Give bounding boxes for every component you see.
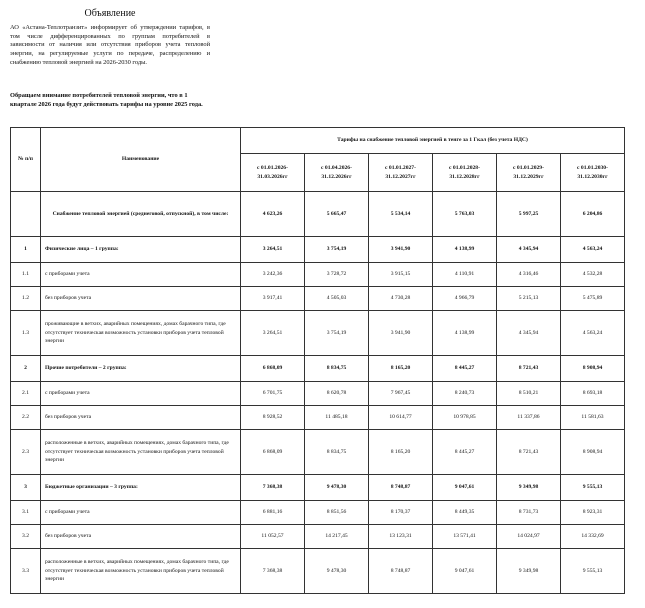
header-name: Наименование [41, 128, 241, 192]
row-value: 6 881,16 [241, 501, 305, 525]
row-name: Прочие потребители – 2 группа: [41, 356, 241, 382]
row-value: 3 264,51 [241, 311, 305, 356]
row-value: 8 165,20 [369, 356, 433, 382]
table-row [11, 525, 625, 549]
row-value: 4 316,46 [497, 263, 561, 287]
row-number: 3.2 [11, 525, 41, 549]
row-value: 4 505,03 [305, 287, 369, 311]
row-number: 1.1 [11, 263, 41, 287]
row-name: с приборами учета [41, 263, 241, 287]
row-value: 8 240,73 [433, 382, 497, 406]
table-row [11, 406, 625, 430]
row-value: 8 748,87 [369, 475, 433, 501]
row-value: 9 349,98 [497, 549, 561, 594]
table-row [11, 287, 625, 311]
row-value: 6 204,86 [561, 192, 625, 237]
row-number: 1.2 [11, 287, 41, 311]
row-value: 9 478,30 [305, 549, 369, 594]
row-value: 3 917,41 [241, 287, 305, 311]
row-name: Бюджетные организации – 3 группа: [41, 475, 241, 501]
row-name: без приборов учета [41, 287, 241, 311]
table-row [11, 430, 625, 475]
row-value: 3 264,51 [241, 237, 305, 263]
row-value: 8 721,43 [497, 430, 561, 475]
row-value: 7 967,45 [369, 382, 433, 406]
row-number: 2 [11, 356, 41, 382]
row-name: расположенные в ветхих, аварийных помещениях, домах барачного типа, где отсутствует техническая возможность установки приборов учета тепловой энергии [41, 430, 241, 475]
row-value: 14 332,69 [561, 525, 625, 549]
row-value: 9 555,13 [561, 475, 625, 501]
row-value: 8 165,20 [369, 430, 433, 475]
row-name: с приборами учета [41, 382, 241, 406]
row-value: 4 623,26 [241, 192, 305, 237]
row-value: 8 445,27 [433, 430, 497, 475]
header-period: с 01.01.2026-31.03.2026гг [241, 154, 305, 192]
row-value: 4 966,79 [433, 287, 497, 311]
row-value: 8 834,75 [305, 356, 369, 382]
table-row [11, 501, 625, 525]
row-value: 13 571,41 [433, 525, 497, 549]
table-row [11, 549, 625, 594]
row-name: расположенные в ветхих, аварийных помещениях, домах барачного типа, где отсутствует техническая возможность установки приборов учета тепловой энергии [41, 549, 241, 594]
row-value: 9 555,13 [561, 549, 625, 594]
row-value: 5 665,47 [305, 192, 369, 237]
row-value: 5 475,89 [561, 287, 625, 311]
row-name: с приборами учета [41, 501, 241, 525]
row-value: 6 868,09 [241, 430, 305, 475]
announcement-intro: АО «Астана-Теплотранзит» информирует об утверждении тарифов, в том числе дифференцированных по группам потребителей в зависимости от наличия или отсутствия приборов учета тепловой энергии, на регулируемые услуги по передаче, распределению и снабжению тепловой энергией на 2026-2030 годы. [10, 24, 210, 66]
row-value: 4 563,24 [561, 311, 625, 356]
row-value: 8 908,94 [561, 356, 625, 382]
header-tariffs: Тарифы на снабжение тепловой энергией в тенге за 1 Гкал (без учета НДС) [241, 128, 625, 154]
row-value: 13 123,31 [369, 525, 433, 549]
row-name: без приборов учета [41, 525, 241, 549]
table-row [11, 356, 625, 382]
row-value: 3 915,15 [369, 263, 433, 287]
row-value: 4 345,94 [497, 237, 561, 263]
header-period: с 01.01.2029-31.12.2029гг [497, 154, 561, 192]
header-number: № п/п [11, 128, 41, 192]
row-value: 8 748,87 [369, 549, 433, 594]
row-value: 8 620,78 [305, 382, 369, 406]
table-row [11, 263, 625, 287]
announcement-title: Объявление [84, 8, 136, 19]
row-value: 4 730,28 [369, 287, 433, 311]
row-value: 8 928,52 [241, 406, 305, 430]
row-value: 11 052,57 [241, 525, 305, 549]
row-value: 8 908,94 [561, 430, 625, 475]
row-value: 3 754,19 [305, 311, 369, 356]
row-value: 11 485,18 [305, 406, 369, 430]
row-number: 2.1 [11, 382, 41, 406]
row-name: без приборов учета [41, 406, 241, 430]
tariff-table [10, 127, 625, 594]
row-value: 7 368,38 [241, 475, 305, 501]
announcement-note: Обращаем внимание потребителей тепловой энергии, что в 1 квартале 2026 года будут действовать тарифы на уровне 2025 года. [10, 92, 203, 108]
row-value: 14 217,45 [305, 525, 369, 549]
row-value: 9 047,61 [433, 549, 497, 594]
row-value: 8 851,56 [305, 501, 369, 525]
row-value: 8 923,31 [561, 501, 625, 525]
row-value: 3 941,90 [369, 237, 433, 263]
row-value: 6 868,09 [241, 356, 305, 382]
table-row [11, 382, 625, 406]
row-value: 10 978,85 [433, 406, 497, 430]
row-number: 3.3 [11, 549, 41, 594]
row-value: 8 721,43 [497, 356, 561, 382]
row-value: 3 754,19 [305, 237, 369, 263]
row-value: 8 510,21 [497, 382, 561, 406]
row-value: 8 449,35 [433, 501, 497, 525]
row-value: 8 731,73 [497, 501, 561, 525]
table-row [11, 475, 625, 501]
row-value: 6 701,75 [241, 382, 305, 406]
row-value: 9 478,30 [305, 475, 369, 501]
row-value: 4 563,24 [561, 237, 625, 263]
row-value: 4 110,91 [433, 263, 497, 287]
row-value: 3 941,90 [369, 311, 433, 356]
row-value: 5 215,13 [497, 287, 561, 311]
row-number: 3 [11, 475, 41, 501]
row-number [11, 192, 41, 237]
row-value: 5 997,25 [497, 192, 561, 237]
row-value: 5 534,14 [369, 192, 433, 237]
table-row [11, 192, 625, 237]
row-value: 8 170,37 [369, 501, 433, 525]
row-value: 4 532,28 [561, 263, 625, 287]
header-period: с 01.01.2028-31.12.2028гг [433, 154, 497, 192]
row-value: 11 581,63 [561, 406, 625, 430]
row-value: 3 242,36 [241, 263, 305, 287]
row-value: 9 047,61 [433, 475, 497, 501]
row-name: Снабжение тепловой энергией (среднеговой, отпускной), в том числе: [41, 192, 241, 237]
row-value: 8 693,18 [561, 382, 625, 406]
row-value: 4 138,99 [433, 237, 497, 263]
row-number: 2.3 [11, 430, 41, 475]
header-period: с 01.04.2026-31.12.2026гг [305, 154, 369, 192]
row-number: 2.2 [11, 406, 41, 430]
row-value: 5 763,03 [433, 192, 497, 237]
row-value: 4 345,94 [497, 311, 561, 356]
row-name: проживающие в ветхих, аварийных помещениях, домах барачного типа, где отсутствует техническая возможность установки приборов учета тепловой энергии [41, 311, 241, 356]
table-row [11, 311, 625, 356]
row-value: 7 368,38 [241, 549, 305, 594]
row-value: 9 349,98 [497, 475, 561, 501]
row-value: 3 728,72 [305, 263, 369, 287]
row-value: 10 614,77 [369, 406, 433, 430]
row-value: 4 138,99 [433, 311, 497, 356]
row-value: 11 337,86 [497, 406, 561, 430]
row-value: 8 834,75 [305, 430, 369, 475]
row-value: 14 024,97 [497, 525, 561, 549]
header-period: с 01.01.2030-31.12.2030гг [561, 154, 625, 192]
table-row [11, 237, 625, 263]
row-number: 3.1 [11, 501, 41, 525]
row-value: 8 445,27 [433, 356, 497, 382]
row-number: 1 [11, 237, 41, 263]
row-name: Физические лица – 1 группа: [41, 237, 241, 263]
row-number: 1.3 [11, 311, 41, 356]
header-period: с 01.01.2027-31.12.2027гг [369, 154, 433, 192]
